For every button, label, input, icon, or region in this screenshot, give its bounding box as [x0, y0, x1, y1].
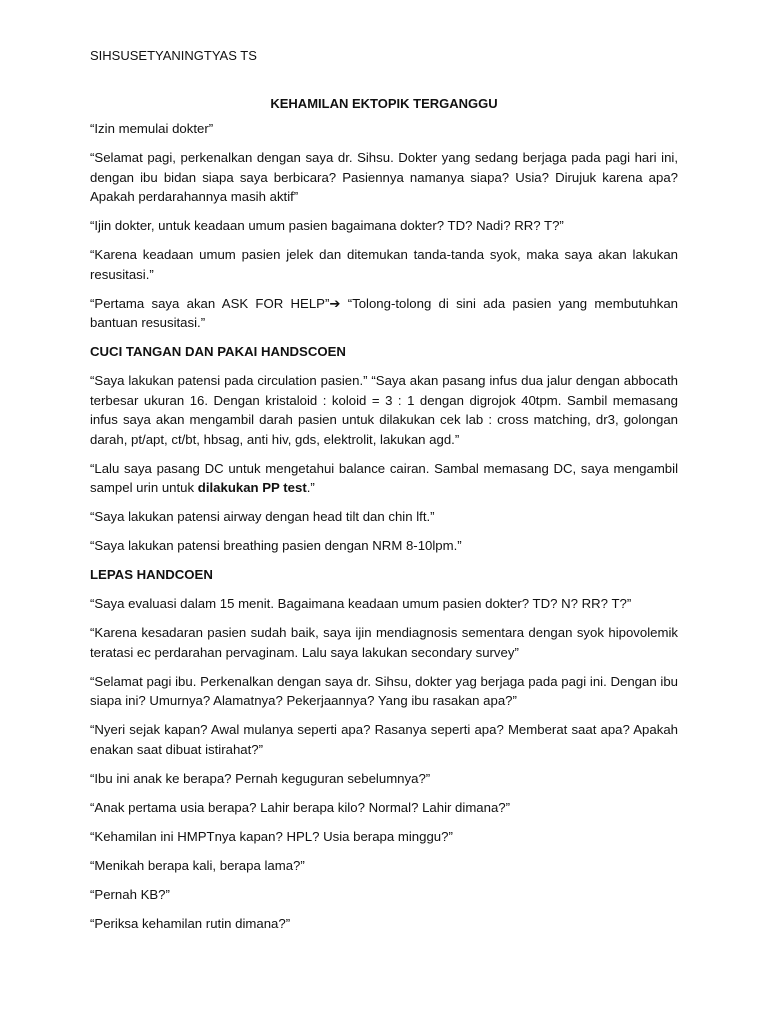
paragraph: “Periksa kehamilan rutin dimana?” — [90, 915, 291, 931]
paragraph: “Menikah berapa kali, berapa lama?” — [90, 857, 305, 873]
paragraph-text: .” — [306, 480, 315, 495]
paragraph — [90, 294, 678, 333]
paragraph: “Ijin dokter, untuk keadaan umum pasien bagaimana dokter? TD? Nadi? RR? T?” — [90, 218, 564, 233]
paragraph: “Kehamilan ini HMPTnya kapan? HPL? Usia berapa minggu?” — [90, 828, 453, 844]
arrow-right-icon: ➔ — [329, 295, 341, 311]
paragraph: “Saya lakukan patensi breathing pasien dengan NRM 8-10lpm.” — [90, 538, 462, 553]
paragraph-text: “Pertama saya akan ASK FOR HELP” — [90, 295, 330, 311]
paragraph: “Nyeri sejak kapan? Awal mulanya seperti apa? Rasanya seperti apa? Memberat saat apa? Apakah enakan saat dibuat istirahat?” — [90, 722, 678, 757]
document-title: KEHAMILAN EKTOPIK TERGANGGU — [270, 95, 498, 111]
paragraph: “Ibu ini anak ke berapa? Pernah keguguran sebelumnya?” — [90, 770, 431, 786]
paragraph: “Pernah KB?” — [90, 886, 170, 902]
section-heading: CUCI TANGAN DAN PAKAI HANDSCOEN — [90, 344, 346, 359]
paragraph: “Izin memulai dokter” — [90, 121, 214, 136]
paragraph: “Selamat pagi, perkenalkan dengan saya dr. Sihsu. Dokter yang sedang berjaga pada pagi hari ini, dengan ibu bidan siapa saya berbicara? Pasiennya namanya siapa? Usia? Dirujuk karena apa? Apakah perdarahannya masih aktif” — [90, 150, 678, 204]
paragraph-text: “Tolong-tolong di sini ada pasien yang membutuhkan bantuan resusitasi.” — [90, 295, 678, 330]
paragraph: “Karena kesadaran pasien sudah baik, saya ijin mendiagnosis sementara dengan syok hipovolemik teratasi ec perdarahan pervaginam. Lalu saya lakukan secondary survey” — [90, 625, 678, 660]
bold-text: dilakukan PP test — [197, 480, 307, 495]
paragraph: “Saya lakukan patensi airway dengan head tilt dan chin lft.” — [90, 509, 435, 524]
paragraph — [90, 459, 678, 498]
paragraph: “Karena keadaan umum pasien jelek dan ditemukan tanda-tanda syok, maka saya akan lakukan resusitasi.” — [90, 247, 678, 282]
paragraph: “Saya lakukan patensi pada circulation pasien.” “Saya akan pasang infus dua jalur dengan abbocath terbesar ukuran 16. Dengan kristaloid : koloid = 3 : 1 dengan digrojok 40tpm. Sambil memasang infus saya akan mengambil darah pasien untuk dilakukan cek lab : cross matching, dr3, golongan darah, pt/apt, ct/bt, hbsag, anti hiv, gds, elektrolit, lakukan agd.” — [90, 373, 678, 447]
paragraph: “Anak pertama usia berapa? Lahir berapa kilo? Normal? Lahir dimana?” — [90, 799, 511, 815]
paragraph: “Selamat pagi ibu. Perkenalkan dengan saya dr. Sihsu, dokter yag berjaga pada pagi ini. Dengan ibu siapa ini? Umurnya? Alamatnya? Pekerjaannya? Yang ibu rasakan apa?” — [90, 673, 678, 708]
paragraph: “Saya evaluasi dalam 15 menit. Bagaimana keadaan umum pasien dokter? TD? N? RR? T?” — [90, 596, 632, 611]
author-name: SIHSUSETYANINGTYAS TS — [90, 48, 257, 63]
section-heading: LEPAS HANDCOEN — [90, 567, 213, 582]
paragraph-text: “Lalu saya pasang DC untuk mengetahui balance cairan. Sambal memasang DC, saya mengambil sampel urin untuk — [90, 460, 678, 495]
